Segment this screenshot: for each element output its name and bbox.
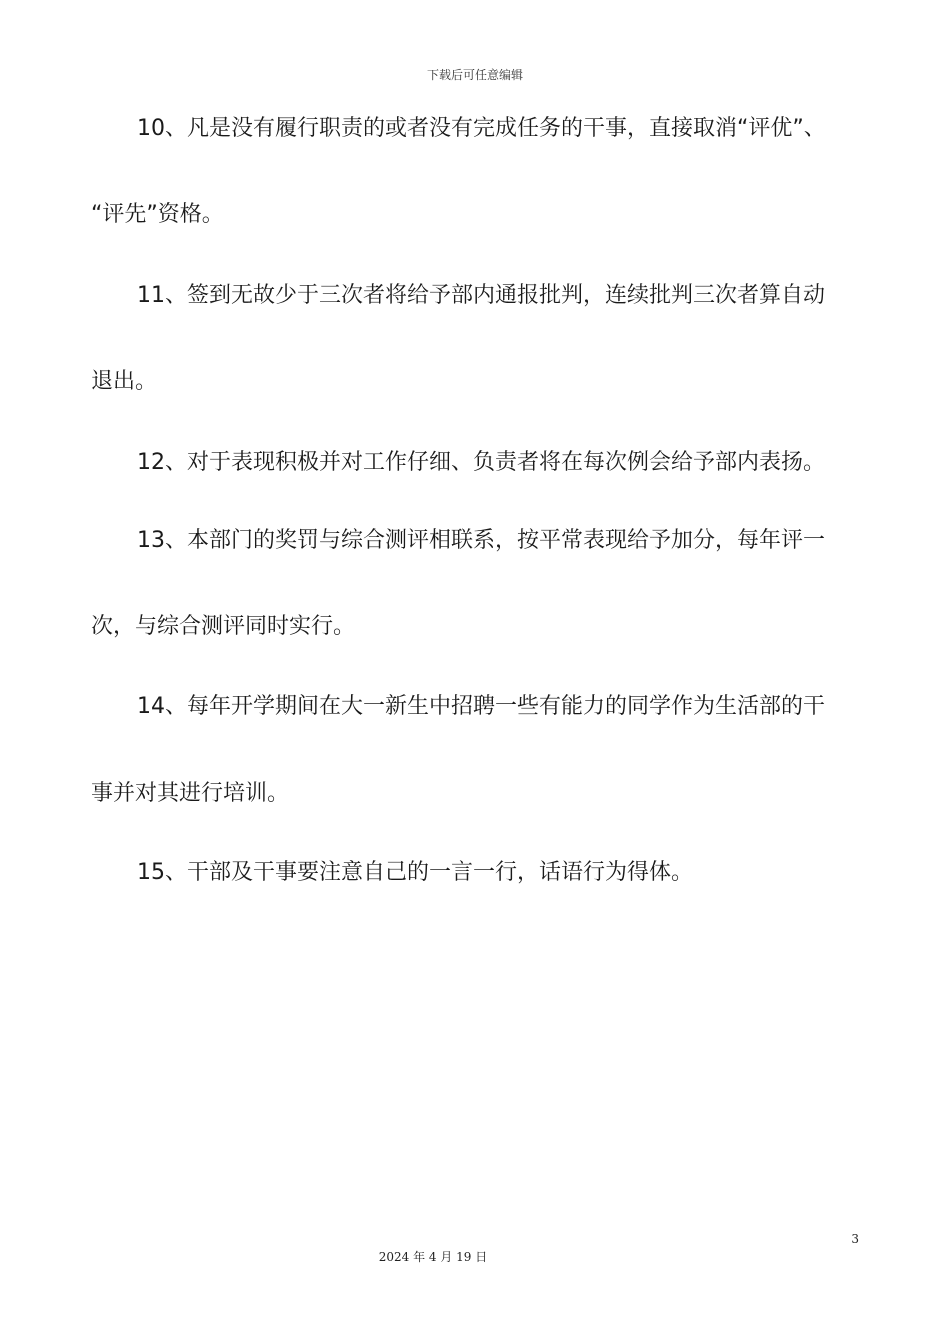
page-number: 3 bbox=[851, 1232, 859, 1246]
rule-10-line-1: 10、凡是没有履行职责的或者没有完成任务的干事，直接取消“评优”、 bbox=[137, 116, 826, 141]
rule-10-line-2: “评先”资格。 bbox=[91, 202, 224, 227]
page-header: 下载后可任意编辑 bbox=[426, 68, 523, 82]
rule-15-line-1: 15、干部及干事要注意自己的一言一行，话语行为得体。 bbox=[137, 860, 693, 885]
rule-13-line-2: 次，与综合测评同时实行。 bbox=[91, 614, 356, 639]
rule-11-line-2: 退出。 bbox=[91, 369, 158, 394]
rule-13-line-1: 13、本部门的奖罚与综合测评相联系，按平常表现给予加分，每年评一 bbox=[137, 528, 825, 553]
rule-14-line-2: 事并对其进行培训。 bbox=[91, 781, 290, 806]
footer-date: 2024 年 4 月 19 日 bbox=[378, 1250, 488, 1264]
rule-12-line-1: 12、对于表现积极并对工作仔细、负责者将在每次例会给予部内表扬。 bbox=[137, 450, 825, 475]
rule-11-line-1: 11、签到无故少于三次者将给予部内通报批判，连续批判三次者算自动 bbox=[137, 283, 825, 308]
rule-14-line-1: 14、每年开学期间在大一新生中招聘一些有能力的同学作为生活部的干 bbox=[137, 694, 825, 719]
